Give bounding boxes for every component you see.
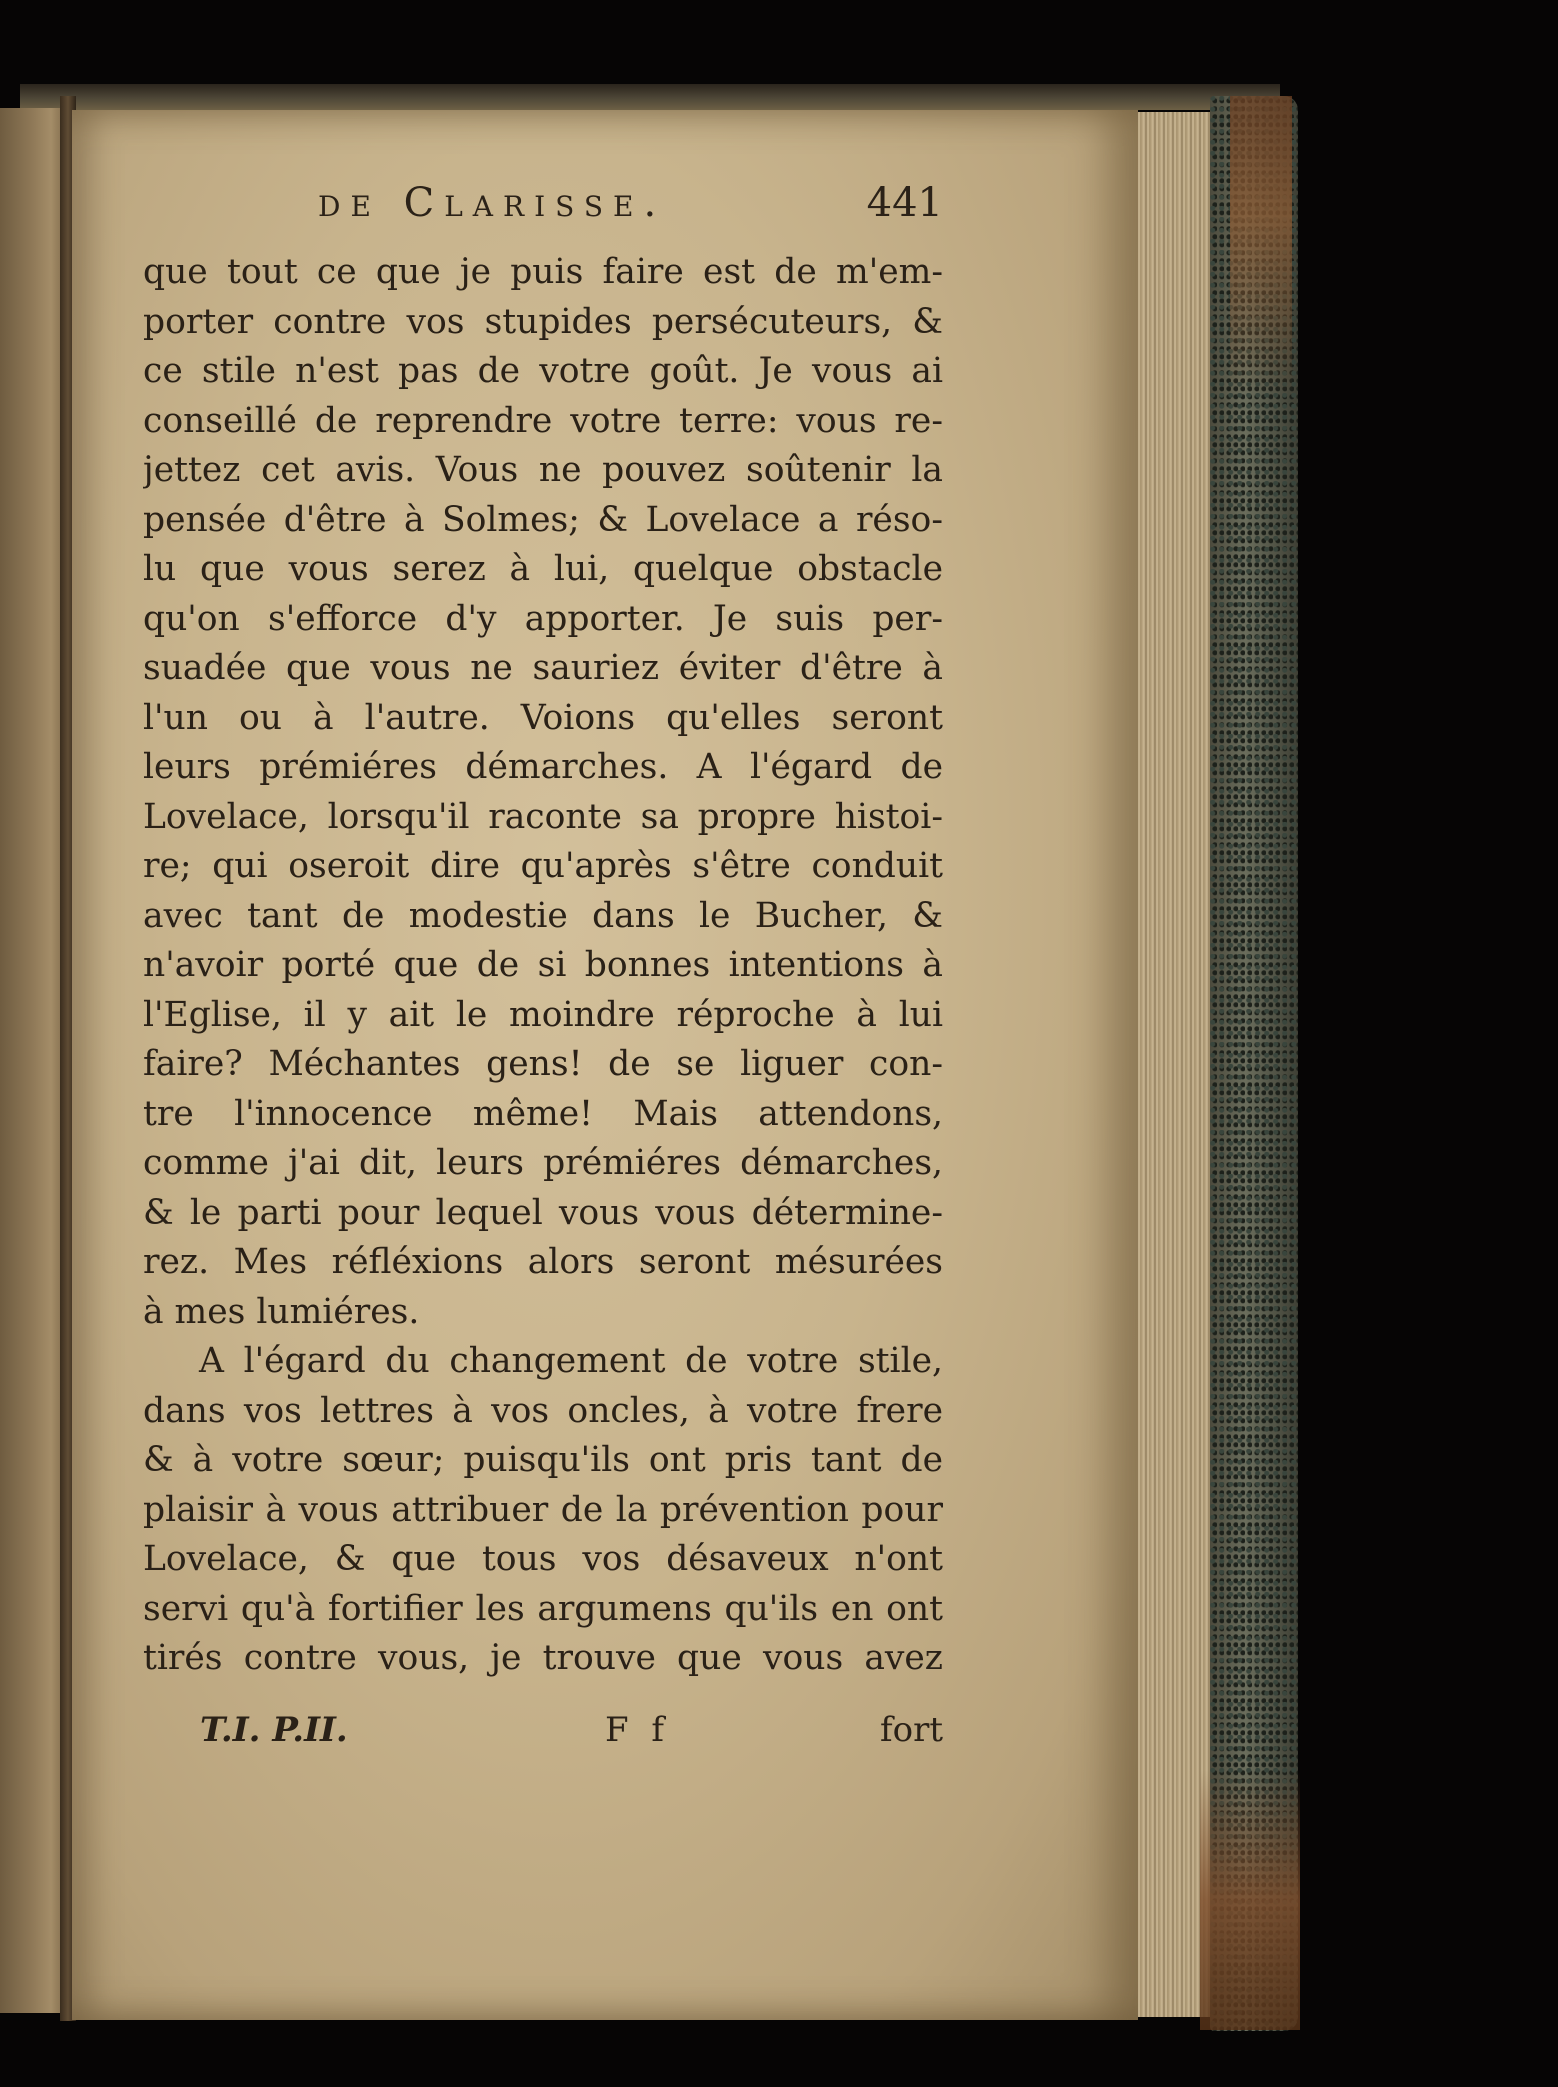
text-line: tirés contre vous, je trouve que vous avez <box>143 1638 943 1678</box>
page-header <box>318 180 943 240</box>
cover-wear-bottom <box>1200 1770 1300 2030</box>
text-line: conseillé de reprendre votre terre: vous re- <box>143 400 943 441</box>
text-line: ce stile n'est pas de votre goût. Je vous ai <box>143 351 943 391</box>
text-line: avec tant de modestie dans le Bucher, & <box>143 895 943 936</box>
page-footer <box>200 1710 943 1760</box>
text-line: & à votre sœur; puisqu'ils ont pris tant de <box>143 1440 943 1480</box>
text-line: A l'égard du changement de votre stile, <box>199 1341 943 1381</box>
text-line: Lovelace, & que tous vos désaveux n'ont <box>143 1539 943 1579</box>
text-line: faire? Méchantes gens! de se liguer con- <box>143 1044 943 1084</box>
volume-signature: T.I. P.II. <box>200 1710 348 1750</box>
text-line: rez. Mes réfléxions alors seront mésurées <box>143 1242 943 1282</box>
left-facing-page <box>0 108 68 2013</box>
catchword: fort <box>880 1710 943 1750</box>
text-line: n'avoir porté que de si bonnes intentions à <box>143 945 943 985</box>
text-line: porter contre vos stupides persécuteurs, & <box>143 301 943 342</box>
text-line: qu'on s'efforce d'y apporter. Je suis per- <box>143 598 943 639</box>
text-line: comme j'ai dit, leurs prémiéres démarches, <box>143 1143 943 1183</box>
text-line: plaisir à vous attribuer de la prévention pour <box>143 1489 943 1530</box>
text-line: pensée d'être à Solmes; & Lovelace a réso- <box>143 499 943 540</box>
text-line: à mes lumiéres. <box>143 1291 420 1332</box>
text-line: & le parti pour lequel vous vous détermine- <box>143 1192 943 1233</box>
text-line: tre l'innocence même! Mais attendons, <box>143 1093 943 1134</box>
text-line: servi qu'à fortifier les argumens qu'ils en ont <box>143 1588 943 1629</box>
text-line: lu que vous serez à lui, quelque obstacle <box>143 549 943 589</box>
text-line: Lovelace, lorsqu'il raconte sa propre histoi- <box>143 796 943 837</box>
text-line: suadée que vous ne sauriez éviter d'être à <box>143 648 943 688</box>
text-line: leurs prémiéres démarches. A l'égard de <box>143 747 943 787</box>
text-line: l'Eglise, il y ait le moindre réproche à lui <box>143 994 943 1035</box>
cover-wear-top <box>1230 96 1292 396</box>
body-text <box>143 248 943 1684</box>
signature-mark: F f <box>605 1710 670 1750</box>
text-line: re; qui oseroit dire qu'après s'être conduit <box>143 846 943 886</box>
text-line: que tout ce que je puis faire est de m'em- <box>143 252 943 292</box>
text-line: dans vos lettres à vos oncles, à votre frere <box>143 1390 943 1431</box>
top-binding <box>20 84 1280 110</box>
text-line: jettez cet avis. Vous ne pouvez soûtenir la <box>143 450 943 490</box>
page-number: 441 <box>866 180 943 226</box>
running-title: de Clarisse. <box>318 180 667 226</box>
text-line: l'un ou à l'autre. Voions qu'elles seront <box>143 697 943 738</box>
